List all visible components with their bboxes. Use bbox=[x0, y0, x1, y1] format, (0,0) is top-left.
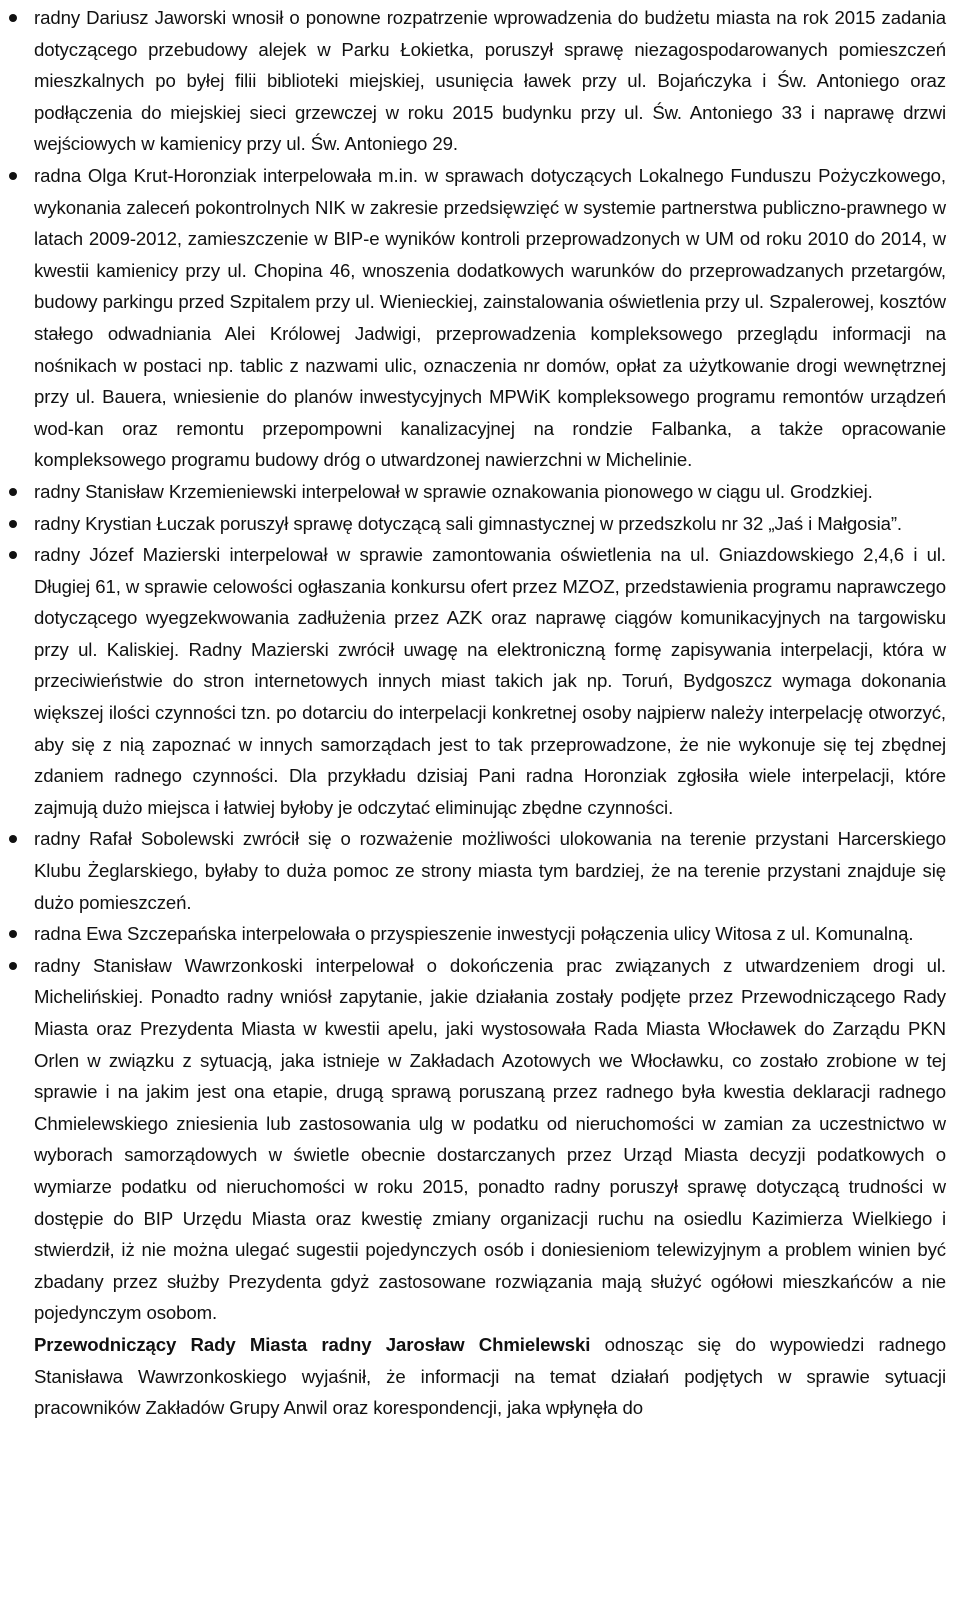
list-item bbox=[0, 950, 960, 1329]
document-page bbox=[0, 2, 960, 1600]
list-item bbox=[0, 508, 960, 540]
bullet-icon bbox=[9, 520, 17, 528]
list-item bbox=[0, 539, 960, 823]
bullet-icon bbox=[9, 835, 17, 843]
list-item bbox=[0, 2, 960, 160]
list-item-text: radna Olga Krut-Horonziak interpelowała m.in. w sprawach dotyczących Lokalnego Funduszu Pożyczkowego, wykonania zaleceń pokontrolnych NIK w zakresie przedsięwzięć w systemie partnerstwa publiczno-prawnego w latach 2009-2012, zamieszczenie w BIP-e wyników kontroli przeprowadzonych w UM od roku 2010 do 2014, w kwestii kamienicy przy ul. Chopina 46, wnoszenia dodatkowych warunków do przeprowadzanych przetargów, budowy parkingu przed Szpitalem przy ul. Wienieckiej, zainstalowania oświetlenia przy ul. Szpalerowej, kosztów stałego odwadniania Alei Królowej Jadwigi, przeprowadzenia kompleksowego przeglądu informacji na nośnikach w postaci np. tablic z nazwami ulic, oznaczenia nr domów, opłat za użytkowanie drogi wewnętrznej przy ul. Bauera, wniesienie do planów inwestycyjnych MPWiK kompleksowego programu remontów urządzeń wod-kan oraz remontu przepompowni kanalizacyjnej na rondzie Falbanka, a także opracowanie kompleksowego programu budowy dróg o utwardzonej nawierzchni w Michelinie. bbox=[34, 164, 946, 471]
list-item-text: radny Stanisław Wawrzonkoski interpelował o dokończenia prac związanych z utwardzeniem drogi ul. Michelińskiej. Ponadto radny wniósł zapytanie, jakie działania zostały podjęte przez Przewodniczącego Rady Miasta oraz Prezydenta Miasta w kwestii apelu, jaki wystosowała Rada Miasta Włocławek do Zarządu PKN Orlen w związku z sytuacją, jaka istnieje w Zakładach Azotowych we Włocławku, co zostało zrobione w tej sprawie i na jakim jest ona etapie, drugą sprawą poruszaną przez radnego była kwestia deklaracji radnego Chmielewskiego zniesienia lub zastosowania ulg w podatku od nieruchomości w zamian za uczestnictwo w wyborach samorządowych w świetle obecnie dostarczanych przez Urząd Miasta decyzji podatkowych o wymiarze podatku od nieruchomości w roku 2015, ponadto radny poruszył sprawę dotyczącą trudności w dostępie do BIP Urzędu Miasta oraz kwestię zmiany organizacji ruchu na osiedlu Kazimierza Wielkiego i stwierdził, iż nie można ulegać sugestii pojedynczych osób i doniesieniom telewizyjnym a problem winien być zbadany przez służby Prezydenta gdyż zastosowane rozwiązania mają służyć ogółowi mieszkańców a nie pojedynczym osobom. bbox=[34, 954, 946, 1324]
list-item-text: radny Dariusz Jaworski wnosił o ponowne rozpatrzenie wprowadzenia do budżetu miasta na rok 2015 zadania dotyczącego przebudowy alejek w Parku Łokietka, poruszył sprawę niezagospodarowanych pomieszczeń mieszkalnych po byłej filii biblioteki miejskiej, usunięcia ławek przy ul. Bojańczyka i Św. Antoniego oraz podłączenia do miejskiej sieci grzewczej w roku 2015 budynku przy ul. Św. Antoniego 33 i naprawę drzwi wejściowych w kamienicy przy ul. Św. Antoniego 29. bbox=[34, 7, 946, 155]
speaker-name: Przewodniczący Rady Miasta radny Jarosław Chmielewski bbox=[34, 1333, 591, 1355]
list-item-text: radna Ewa Szczepańska interpelowała o przyspieszenie inwestycji połączenia ulicy Witosa z ul. Komunalną. bbox=[34, 923, 914, 945]
list-item-text: radny Rafał Sobolewski zwrócił się o rozważenie możliwości ulokowania na terenie przystani Harcerskiego Klubu Żeglarskiego, byłaby to duża pomoc ze strony miasta tym bardziej, że na terenie przystani znajduje się dużo pomieszczeń. bbox=[34, 828, 946, 913]
bullet-icon bbox=[9, 488, 17, 496]
bullet-icon bbox=[9, 14, 17, 22]
bullet-icon bbox=[9, 551, 17, 559]
list-item-text: radny Józef Mazierski interpelował w sprawie zamontowania oświetlenia na ul. Gniazdowskiego 2,4,6 i ul. Długiej 61, w sprawie celowości ogłaszania konkursu ofert przez MZOZ, przedstawienia programu naprawczego dotyczącego wyegzekwowania zadłużenia przez AZK oraz naprawę ciągów komunikacyjnych na targowisku przy ul. Kaliskiej. Radny Mazierski zwrócił uwagę na elektroniczną formę zapisywania interpelacji, która w przeciwieństwie do stron internetowych innych miast takich jak np. Toruń, Bydgoszcz wymaga dokonania większej ilości czynności tzn. po dotarciu do interpelacji konkretnej osoby najpierw należy interpelację otworzyć, aby się z nią zapoznać w innych samorządach jest to tak przeprowadzone, że nie wykonuje się tej zbędnej zdaniem radnego czynności. Dla przykładu dzisiaj Pani radna Horonziak zgłosiła wiele interpelacji, które zajmują dużo miejsca i łatwiej byłoby je odczytać eliminując zbędne czynności. bbox=[34, 544, 946, 818]
list-item bbox=[0, 476, 960, 508]
list-item bbox=[0, 823, 960, 918]
list-item-text: radny Stanisław Krzemieniewski interpelował w sprawie oznakowania pionowego w ciągu ul. Grodzkiej. bbox=[34, 480, 873, 502]
list-item-text: radny Krystian Łuczak poruszył sprawę dotyczącą sali gimnastycznej w przedszkolu nr 32 „Jaś i Małgosia”. bbox=[34, 512, 903, 534]
bullet-icon bbox=[9, 172, 17, 180]
closing-paragraph bbox=[0, 1329, 960, 1424]
bullet-icon bbox=[9, 930, 17, 938]
bullet-icon bbox=[9, 962, 17, 970]
list-item bbox=[0, 918, 960, 950]
list-item bbox=[0, 160, 960, 476]
interpellations-list bbox=[0, 2, 960, 1329]
closing-paragraph-text: odnosząc się do wypowiedzi radnego Stanisława Wawrzonkoskiego wyjaśnił, że informacji na temat działań podjętych w sprawie sytuacji pracowników Zakładów Grupy Anwil oraz korespondencji, jaka wpłynęła do bbox=[34, 1333, 946, 1419]
